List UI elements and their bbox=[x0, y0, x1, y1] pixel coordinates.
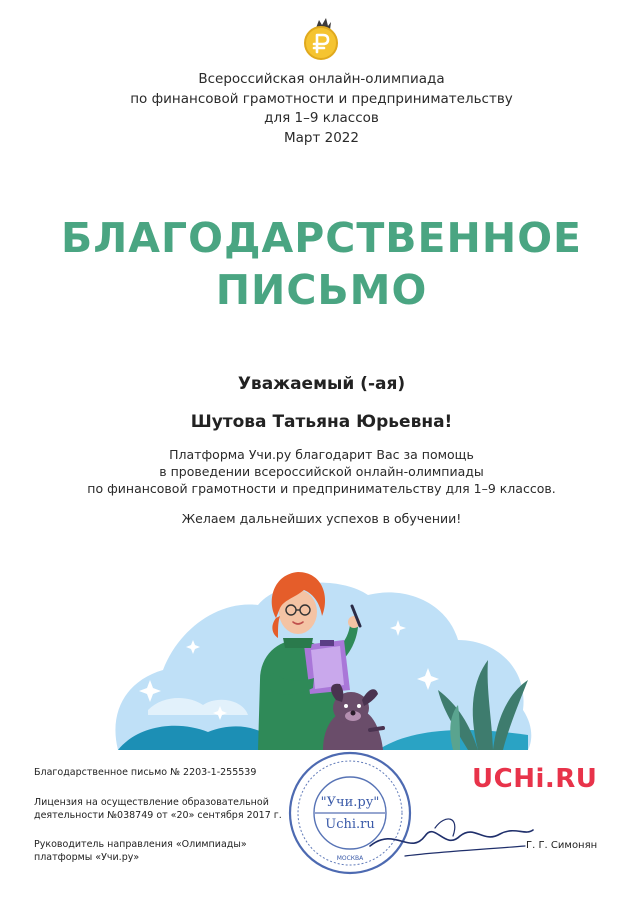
letter-title bbox=[0, 212, 643, 316]
olympiad-header bbox=[0, 70, 643, 148]
title-line-2: ПИСЬМО bbox=[215, 266, 428, 314]
license-line-2: деятельности №038749 от «20» сентября 2017 г. bbox=[34, 809, 282, 821]
license-info bbox=[34, 797, 282, 822]
teacher-illustration bbox=[108, 560, 538, 750]
header-line-2: по финансовой грамотности и предпринимательству bbox=[130, 90, 513, 107]
header-date: Март 2022 bbox=[283, 129, 359, 146]
stamp-city: МОСКВА bbox=[336, 855, 364, 862]
signer-position bbox=[34, 839, 247, 864]
position-line-2: платформы «Учи.ру» bbox=[34, 851, 140, 863]
signer-name: Г. Г. Симонян bbox=[526, 840, 598, 851]
thanks-line-1: Платформа Учи.ру благодарит Вас за помощь bbox=[169, 447, 474, 462]
uchi-ru-logo: UCHi.RU bbox=[472, 764, 598, 794]
position-line-1: Руководитель направления «Олимпиады» bbox=[34, 839, 247, 850]
thanks-line-3: по финансовой грамотности и предпринимательству для 1–9 классов. bbox=[87, 481, 556, 496]
license-line-1: Лицензия на осуществление образовательной bbox=[34, 797, 269, 808]
letter-number: Благодарственное письмо № 2203-1-255539 bbox=[34, 767, 257, 778]
signature bbox=[365, 806, 535, 866]
wish-text: Желаем дальнейших успехов в обучении! bbox=[181, 511, 462, 526]
header-line-3: для 1–9 классов bbox=[264, 110, 379, 126]
stamp-center-top: "Учи.ру" bbox=[320, 795, 380, 810]
stamp-center-bottom: Uchi.ru bbox=[325, 817, 375, 832]
thanks-text bbox=[0, 446, 643, 497]
thanks-line-2: в проведении всероссийской онлайн-олимпиады bbox=[159, 464, 484, 479]
title-line-1: БЛАГОДАРСТВЕННОЕ bbox=[60, 214, 583, 262]
header-line-1: Всероссийская онлайн-олимпиада bbox=[198, 71, 445, 87]
greeting: Уважаемый (-ая) bbox=[237, 374, 406, 394]
recipient-name: Шутова Татьяна Юрьевна! bbox=[190, 412, 453, 432]
ruble-coin-icon bbox=[302, 16, 340, 62]
